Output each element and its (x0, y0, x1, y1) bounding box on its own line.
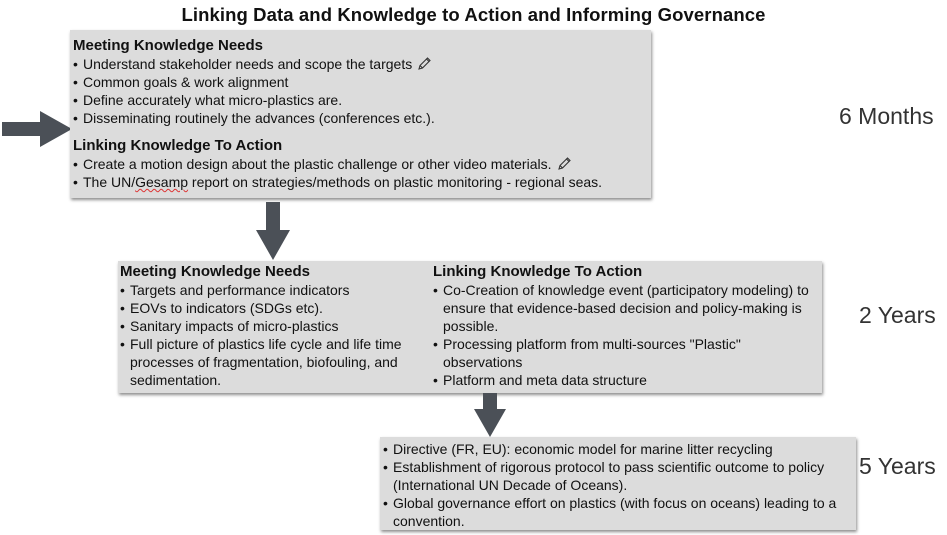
stage1-action-list (73, 155, 602, 191)
list-item: • EOVs to indicators (SDGs etc). (120, 299, 425, 317)
stage2-knowledge-list (120, 281, 425, 389)
stage1-action-panel (73, 137, 602, 191)
list-item: • Co-Creation of knowledge event (participatory modeling) to ensure that evidence-based decision and policy-making is possible. (433, 281, 818, 335)
list-item: • The UN/Gesamp report on strategies/methods on plastic monitoring - regional seas. (73, 173, 602, 191)
stage2-box (118, 261, 822, 393)
stage1-action-heading: Linking Knowledge To Action (73, 137, 283, 154)
list-item: • Targets and performance indicators (120, 281, 425, 299)
list-item: • Disseminating routinely the advances (conferences etc.). (73, 109, 435, 127)
list-item: • Processing platform from multi-sources "Plastic" observations (433, 335, 818, 371)
pencil-icon (416, 56, 432, 72)
stage3-box (380, 437, 856, 530)
list-item: • Establishment of rigorous protocol to pass scientific outcome to policy (International UN Decade of Oceans). (383, 458, 853, 494)
list-item: • Sanitary impacts of micro-plastics (120, 317, 425, 335)
stage2-action-heading: Linking Knowledge To Action (433, 263, 643, 280)
list-item: • Create a motion design about the plastic challenge or other video materials. (73, 155, 602, 173)
stage1-knowledge-list (73, 55, 435, 127)
pencil-icon (556, 156, 572, 172)
stage1-knowledge-panel (70, 30, 651, 134)
arrow-down-icon (474, 393, 506, 437)
stage3-duration-label: 5 Years (859, 453, 936, 479)
stage3-list (383, 440, 853, 530)
list-item: • Define accurately what micro-plastics are. (73, 91, 435, 109)
diagram-title: Linking Data and Knowledge to Action and Informing Governance (181, 4, 766, 25)
list-item: • Platform and meta data structure (433, 371, 818, 389)
stage2-action-list (433, 281, 818, 389)
list-item: • Global governance effort on plastics (with focus on oceans) leading to a convention. (383, 494, 853, 530)
stage2-knowledge-heading: Meeting Knowledge Needs (120, 263, 311, 280)
list-item: • Directive (FR, EU): economic model for marine litter recycling (383, 440, 853, 458)
arrow-down-icon (256, 202, 290, 260)
stage2-duration-label: 2 Years (859, 302, 936, 328)
list-item: • Understand stakeholder needs and scope the targets (73, 55, 435, 73)
stage1-duration-label: 6 Months (839, 103, 934, 129)
stage1-knowledge-heading: Meeting Knowledge Needs (73, 37, 264, 54)
list-item: • Common goals & work alignment (73, 73, 435, 91)
arrow-right-icon (2, 111, 72, 147)
list-item: • Full picture of plastics life cycle and life time processes of fragmentation, biofouling, and sedimentation. (120, 335, 425, 389)
stage2-action-panel (433, 263, 818, 389)
stage2-knowledge-panel (120, 263, 425, 389)
